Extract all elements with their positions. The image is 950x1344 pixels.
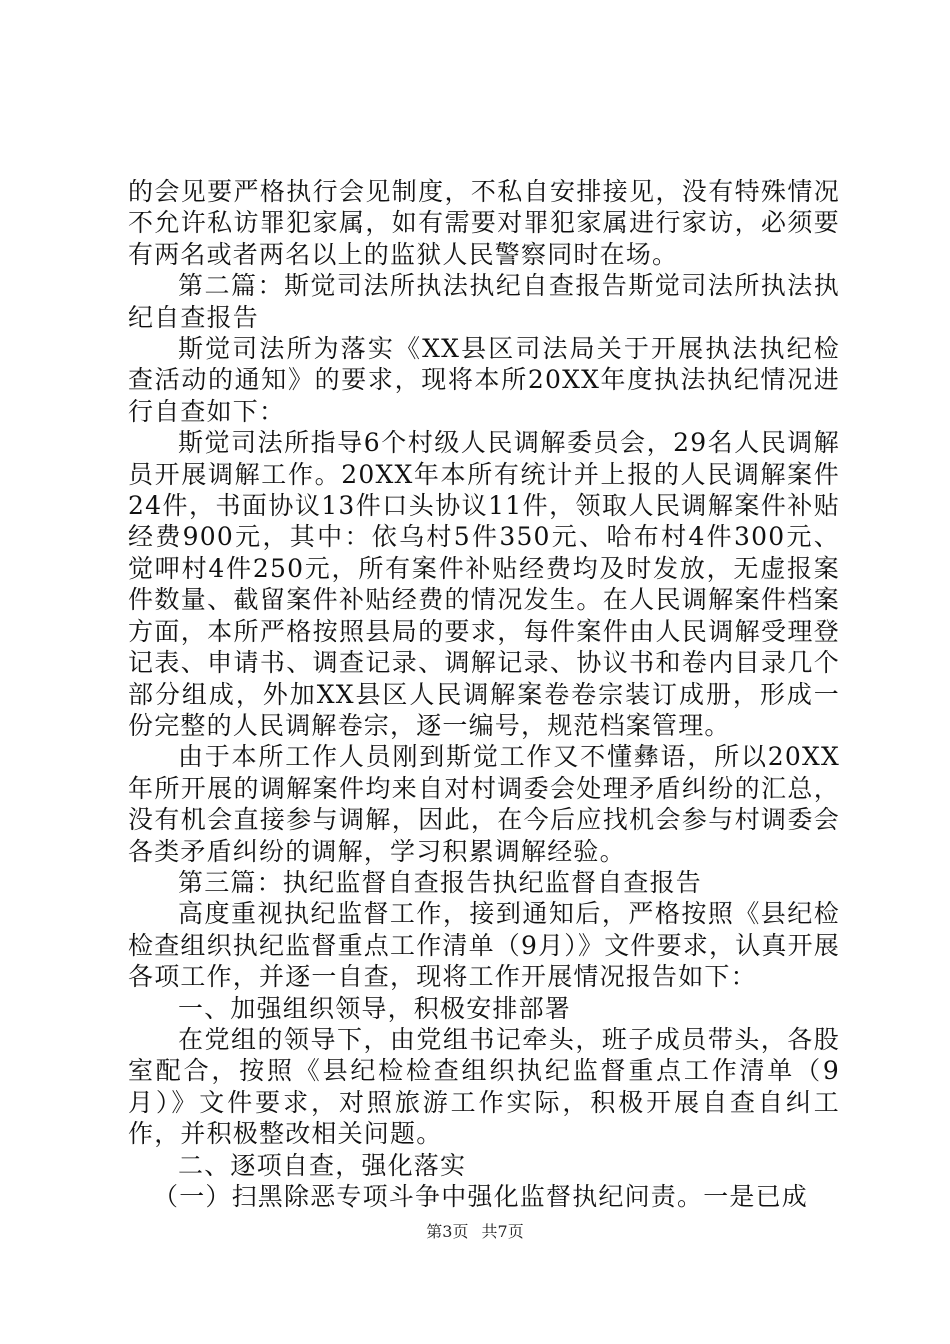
paragraph-supervision: 高度重视执纪监督工作，接到通知后，严格按照《县纪检检查组织执纪监督重点工作清单（9月）》文件要求，认真开展各项工作，并逐一自查，现将工作开展情况报告如下：: [128, 899, 841, 992]
page-footer: [0, 1219, 950, 1242]
page-total: 共7页: [481, 1222, 524, 1241]
paragraph-intro: 斯觉司法所为落实《XX县区司法局关于开展执法执纪检查活动的通知》的要求，现将本所20XX年度执法执纪情况进行自查如下：: [128, 334, 840, 426]
paragraph-mediation: 斯觉司法所指导6个村级人民调解委员会，29名人民调解员开展调解工作。20XX年本所有统计并上报的人民调解案件24件，书面协议13件口头协议11件，领取人民调解案件补贴经费900元，其中：依乌村5件350元、哈布村4件300元、觉呷村4件250元，所有案件补贴经费均及时发放，无虚报案件数量、截留案件补贴经费的情况发生。在人民调解案件档案方面，本所严格按照县局的要求，每件案件由人民调解受理登记表、申请书、调查记录、调解记录、协议书和卷内目录几个部分组成，外加XX县区人民调解案卷卷宗装订成册，形成一份完整的人民调解卷宗，逐一编号，规范档案管理。: [128, 428, 840, 740]
paragraph-item-one: （一）扫黑除恶专项斗争中强化监督执纪问责。一是已成: [153, 1182, 809, 1211]
section-heading-one: 一、加强组织领导，积极安排部署: [178, 993, 572, 1023]
page-number: 第3页: [426, 1222, 469, 1241]
heading-part-three: 第三篇：执纪监督自查报告执纪监督自查报告: [178, 867, 703, 897]
section-heading-two: 二、逐项自查，强化落实: [178, 1150, 467, 1180]
paragraph-continuation: 的会见要严格执行会见制度，不私自安排接见，没有特殊情况不允许私访罪犯家属，如有需要对罪犯家属进行家访，必须要有两名或者两名以上的监狱人民警察同时在场。: [128, 177, 840, 269]
heading-part-two: 第二篇：斯觉司法所执法执纪自查报告斯觉司法所执法执纪自查报告: [128, 271, 840, 332]
paragraph-leadership: 在党组的领导下，由党组书记牵头，班子成员带头，各股室配合，按照《县纪检检查组织执纪监督重点工作清单（9月）》文件要求，对照旅游工作实际，积极开展自查自纠工作，并积极整改相关问题。: [128, 1024, 840, 1149]
document-body: [128, 176, 840, 1212]
paragraph-language: 由于本所工作人员刚到斯觉工作又不懂彝语，所以20XX年所开展的调解案件均来自对村调委会处理矛盾纠纷的汇总，没有机会直接参与调解，因此，在今后应找机会参与村调委会各类矛盾纠纷的调解，学习积累调解经验。: [128, 742, 840, 866]
